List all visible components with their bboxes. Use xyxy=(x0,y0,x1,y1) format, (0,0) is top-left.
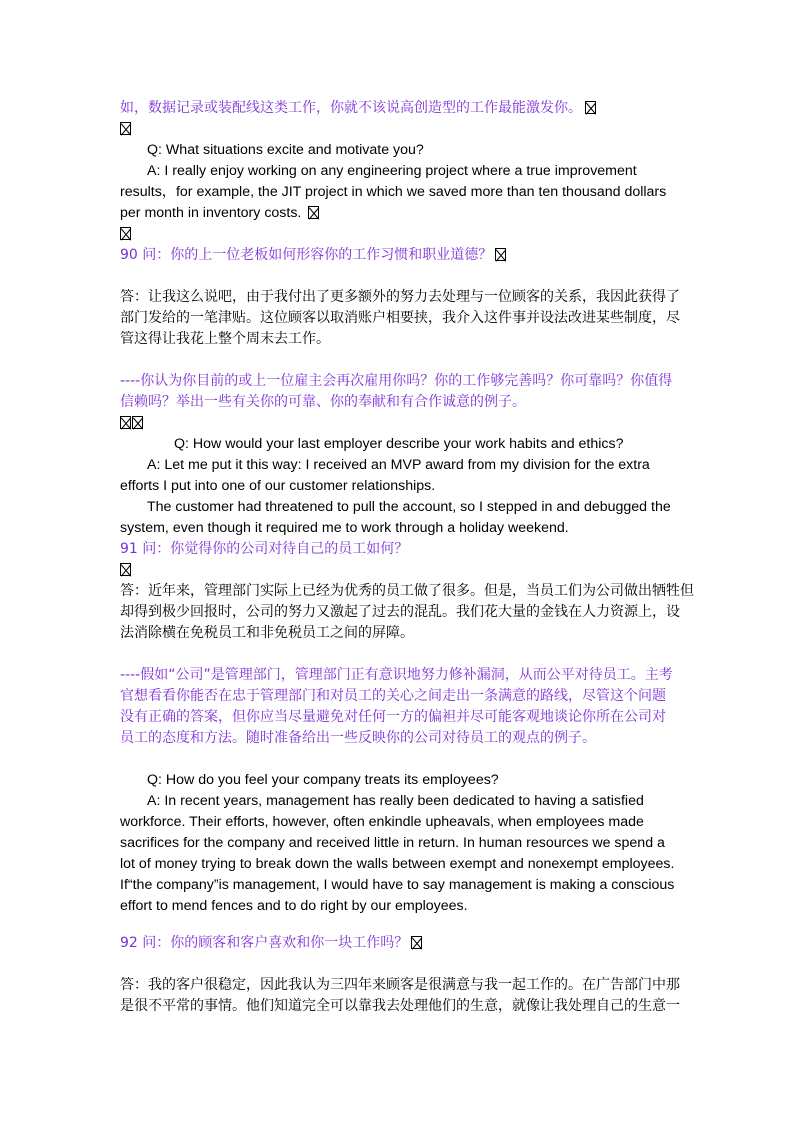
line-text: 法消除横在免税员工和非免税员工之间的屏障。 xyxy=(120,625,414,641)
line-8 xyxy=(120,245,690,266)
line-text: Q: What situations excite and motivate you? xyxy=(147,142,424,158)
line-text: 92 问：你的顾客和客户喜欢和你一块工作吗？ xyxy=(120,935,409,951)
missing-glyph-icon xyxy=(132,416,143,429)
line-34 xyxy=(120,875,690,896)
line-33 xyxy=(120,854,690,875)
line-32 xyxy=(120,833,690,854)
line-text: ----你认为你目前的或上一位雇主会再次雇用你吗？你的工作够完善吗？你可靠吗？你值得 xyxy=(120,373,673,389)
line-18 xyxy=(147,497,717,518)
missing-glyph-icon xyxy=(120,122,131,135)
line-1 xyxy=(120,98,690,119)
line-text: 官想看看你能否在忠于管理部门和对员工的关心之间走出一条满意的路线，尽管这个问题 xyxy=(120,688,666,704)
missing-glyph-icon xyxy=(308,206,319,219)
missing-glyph-icon xyxy=(585,101,596,114)
line-35 xyxy=(120,896,690,917)
line-text: 部门发给的一笔津贴。这位顾客以取消账户相要挟，我介入这件事并设法改进某些制度，尽 xyxy=(120,310,680,326)
line-text: 是很不平常的事情。他们知道完全可以靠我去处理他们的生意，就像让我处理自己的生意一 xyxy=(120,998,680,1014)
line-38 xyxy=(120,996,690,1017)
line-3 xyxy=(147,140,717,161)
line-19 xyxy=(120,518,690,539)
line-text: 90 问：你的上一位老板如何形容你的工作习惯和职业道德？ xyxy=(120,247,493,263)
line-11 xyxy=(120,329,690,350)
line-7 xyxy=(120,224,690,245)
line-4 xyxy=(147,161,717,182)
line-31 xyxy=(120,812,690,833)
line-5 xyxy=(120,182,690,203)
line-29 xyxy=(147,770,717,791)
line-text: 如，数据记录或装配线这类工作，你就不该说高创造型的工作最能激发你。 xyxy=(120,100,582,116)
line-text: effort to mend fences and to do right by our employees. xyxy=(120,898,468,914)
line-17 xyxy=(120,476,690,497)
line-21 xyxy=(120,560,690,581)
line-text: A: I really enjoy working on any engineering project where a true improvement xyxy=(147,163,637,179)
line-36 xyxy=(120,933,690,954)
line-text: sacrifices for the company and received little in return. In human resources we spend a xyxy=(120,835,665,851)
line-22 xyxy=(120,581,694,602)
line-text: 员工的态度和方法。随时准备给出一些反映你的公司对待员工的观点的例子。 xyxy=(120,730,596,746)
line-14 xyxy=(120,413,690,434)
line-text: results，for example, the JIT project in which we saved more than ten thousand dollars xyxy=(120,184,667,200)
line-20 xyxy=(120,539,690,560)
line-15 xyxy=(174,434,744,455)
line-text: 答：近年来，管理部门实际上已经为优秀的员工做了很多。但是，当员工们为公司做出牺牲但 xyxy=(120,583,694,599)
line-text: 信赖吗？举出一些有关你的可靠、你的奉献和有合作诚意的例子。 xyxy=(120,394,526,410)
missing-glyph-icon xyxy=(495,248,506,261)
line-24 xyxy=(120,623,690,644)
line-text: 答：我的客户很稳定，因此我认为三四年来顾客是很满意与我一起工作的。在广告部门中那 xyxy=(120,977,680,993)
line-text: 没有正确的答案，但你应当尽量避免对任何一方的偏袒并尽可能客观地谈论你所在公司对 xyxy=(120,709,666,725)
line-text: The customer had threatened to pull the account, so I stepped in and debugged the xyxy=(147,499,671,515)
line-text: Q: How do you feel your company treats its employees? xyxy=(147,772,499,788)
line-text: lot of money trying to break down the walls between exempt and nonexempt employees. xyxy=(120,856,675,872)
line-12 xyxy=(120,371,690,392)
line-text: system, even though it required me to work through a holiday weekend. xyxy=(120,520,569,536)
line-text: per month in inventory costs. xyxy=(120,205,302,221)
line-28 xyxy=(120,728,690,749)
line-text: 管这得让我花上整个周末去工作。 xyxy=(120,331,330,347)
line-27 xyxy=(120,707,690,728)
line-30 xyxy=(147,791,717,812)
line-text: A: Let me put it this way: I received an MVP award from my division for the extra xyxy=(147,457,650,473)
line-13 xyxy=(120,392,690,413)
line-16 xyxy=(147,455,717,476)
missing-glyph-icon xyxy=(411,936,422,949)
line-text: 却得到极少回报时，公司的努力又激起了过去的混乱。我们花大量的金钱在人力资源上，设 xyxy=(120,604,680,620)
line-text: If“the company”is management, I would have to say management is making a conscious xyxy=(120,877,675,893)
line-text: efforts I put into one of our customer relationships. xyxy=(120,478,436,494)
line-text: 91 问：你觉得你的公司对待自己的员工如何？ xyxy=(120,541,409,557)
line-2 xyxy=(120,119,690,140)
missing-glyph-icon xyxy=(120,227,131,240)
line-text: A: In recent years, management has really been dedicated to having a satisfied xyxy=(147,793,644,809)
missing-glyph-icon xyxy=(120,563,131,576)
line-26 xyxy=(120,686,690,707)
line-text: workforce. Their efforts, however, often enkindle upheavals, when employees made xyxy=(120,814,644,830)
line-23 xyxy=(120,602,690,623)
line-25 xyxy=(120,665,690,686)
line-text: ----假如“公司”是管理部门，管理部门正有意识地努力修补漏洞，从而公平对待员工。主考 xyxy=(120,667,673,683)
line-37 xyxy=(120,975,690,996)
line-6 xyxy=(120,203,690,224)
line-10 xyxy=(120,308,690,329)
line-text: Q: How would your last employer describe your work habits and ethics? xyxy=(174,436,624,452)
line-9 xyxy=(120,287,690,308)
missing-glyph-icon xyxy=(120,416,131,429)
line-text: 答：让我这么说吧，由于我付出了更多额外的努力去处理与一位顾客的关系，我因此获得了 xyxy=(120,289,680,305)
